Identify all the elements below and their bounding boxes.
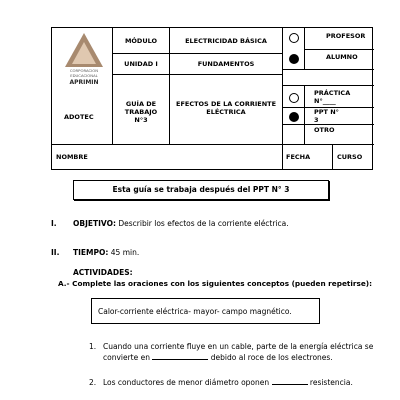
role-cell [283,28,374,70]
curso-label: CURSO [337,153,363,161]
objetivo-label: OBJETIVO: [73,219,116,228]
ppt-radio[interactable] [289,112,299,122]
question-1-pre: convierte en [103,353,150,362]
question-2-pre: Los conductores de menor diámetro oponen [103,378,270,387]
logo-cell [52,28,113,145]
question-1-answer-blank[interactable] [152,354,208,360]
question-1-line1: Cuando una corriente fluye en un cable, parte de la energía eléctrica se [103,342,374,351]
objetivo-number: I. [51,219,57,228]
header-table [51,27,373,170]
concepts-box [91,298,320,324]
objetivo-line [73,219,289,228]
unidad-label: UNIDAD I [113,54,170,75]
tiempo-label: TIEMPO: [73,248,109,257]
profesor-radio[interactable] [289,33,299,43]
aprimin-logo [59,33,109,93]
question-2-line [103,378,353,387]
objetivo-text: Describir los efectos de la corriente eléctrica. [118,219,289,228]
tiempo-text: 45 min. [110,248,140,257]
fecha-label: FECHA [286,153,311,161]
guia-label: GUÍA DE TRABAJO N°3 [113,75,170,145]
unidad-value: FUNDAMENTOS [170,54,283,75]
question-1-number: 1. [89,342,97,351]
fecha-cell[interactable] [283,145,333,169]
question-2-answer-blank[interactable] [272,379,308,385]
nombre-label: NOMBRE [56,153,88,161]
question-1-line2 [103,353,333,362]
practica-label: PRÁCTICA N°____ [314,89,351,105]
type-cell [283,70,374,145]
otro-label: OTRO [314,126,335,134]
actividades-title: ACTIVIDADES: [73,268,133,277]
question-1-post: debido al roce de los electrones. [210,353,333,362]
modulo-value: ELECTRICIDAD BÁSICA [170,28,283,54]
alumno-radio[interactable] [289,54,299,64]
nombre-cell[interactable] [52,145,283,169]
tiempo-line [73,248,139,257]
notice-text: Esta guía se trabaja después del PPT N° 3 [112,185,290,194]
logo-subtitle: CORPORACION EDUCACIONAL [69,68,99,78]
guia-value: EFECTOS DE LA CORRIENTE ELÉCTRICA [170,75,283,145]
logo-brand: APRIMIN [69,79,99,86]
ppt-label: PPT N° 3 [314,108,339,124]
concepts-text: Calor-corriente eléctrica- mayor- campo magnético. [98,307,292,316]
modulo-label: MÓDULO [113,28,170,54]
profesor-label: PROFESOR [326,32,366,40]
actividades-instruction: A.- Complete las oraciones con los siguientes conceptos (pueden repetirse): [58,279,373,288]
question-2-post: resistencia. [309,378,353,387]
school-name: ADOTEC [64,113,94,121]
curso-cell[interactable] [333,145,374,169]
question-2-number: 2. [89,378,97,387]
alumno-label: ALUMNO [326,53,358,61]
tiempo-number: II. [51,248,60,257]
logo-inner-triangle-icon [72,42,96,64]
notice-box [73,180,329,200]
practica-radio[interactable] [289,93,299,103]
